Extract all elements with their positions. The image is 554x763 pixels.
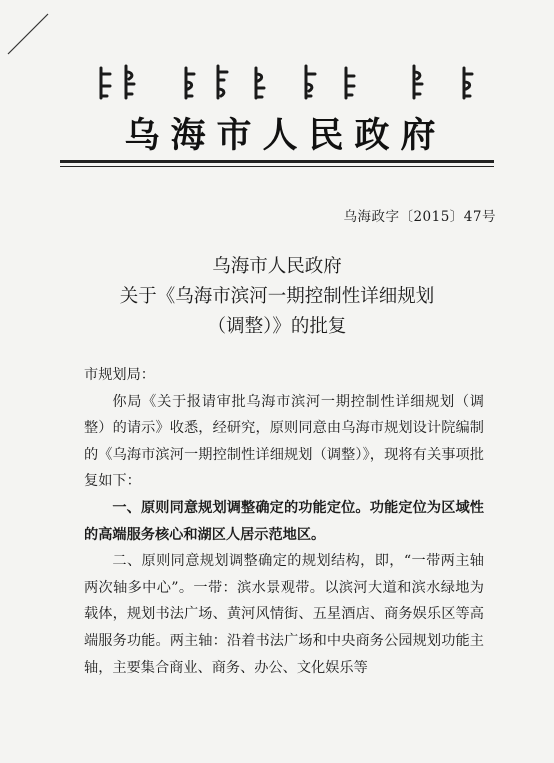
body-paragraph-3: 二、原则同意规划调整确定的规划结构，即，“一带两主轴两次轴多中心”。一带：滨水景观带。以滨河大道和滨水绿地为载体，规划书法广场、黄河风情街、五星酒店、商务娱乐区等高端服务功能。两主轴：沿着书法广场和中央商务公园规划功能主轴，主要集合商业、商务、办公、文化娱乐等	[84, 553, 484, 676]
document-body	[84, 362, 484, 681]
document-number: 乌海政字〔2015〕47号	[343, 209, 496, 225]
title-line-2: 关于《乌海市滨河一期控制性详细规划	[119, 286, 435, 307]
header-rule-thick	[60, 160, 494, 163]
title-line-3: （调整）》的批复	[207, 316, 347, 337]
issuer-title: 乌海市人民政府	[124, 115, 447, 156]
body-paragraph-1: 你局《关于报请审批乌海市滨河一期控制性详细规划（调整）的请示》收悉，经研究，原则同意由乌海市规划设计院编制的《乌海市滨河一期控制性详细规划（调整）》，现将有关事项批复如下：	[84, 393, 484, 490]
scan-pen-mark	[0, 0, 60, 80]
mongolian-script-header	[96, 62, 476, 104]
body-paragraph-2: 一、原则同意规划调整确定的功能定位。功能定位为区域性的高端服务核心和湖区人居示范地区。	[84, 499, 484, 543]
title-line-1: 乌海市人民政府	[212, 256, 342, 277]
document-title	[60, 252, 494, 342]
addressee: 市规划局：	[84, 367, 155, 383]
header-rule-thin	[60, 166, 494, 167]
